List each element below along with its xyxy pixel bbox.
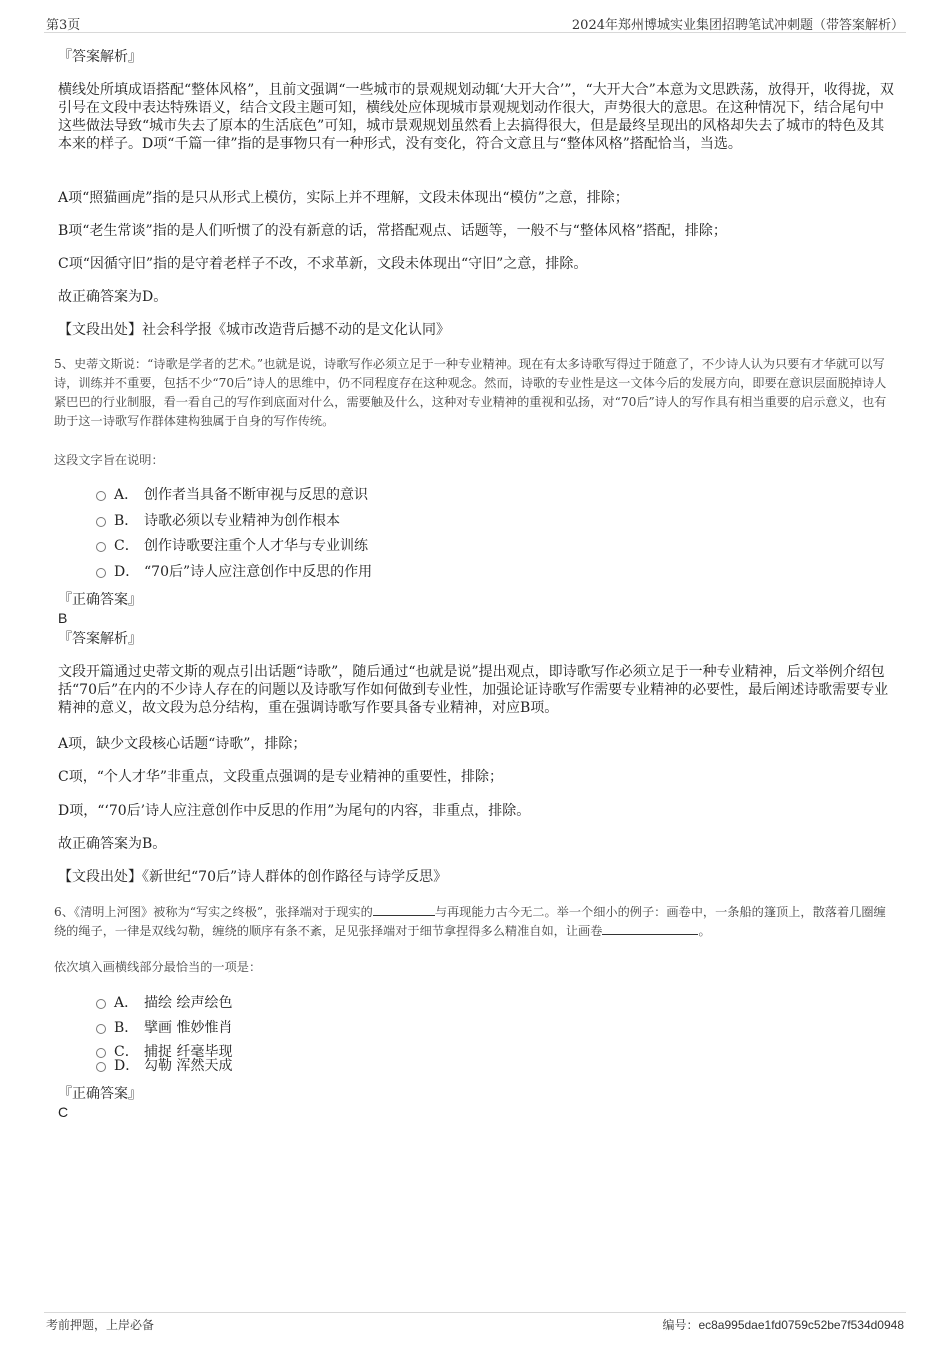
q4-option-a-analysis: A项“照猫画虎”指的是只从形式上模仿，实际上并不理解，文段未体现出“模仿”之意，排除；	[58, 190, 629, 206]
q5-option-a-analysis: A项，缺少文段核心话题“诗歌”，排除；	[58, 736, 307, 752]
radio-icon[interactable]	[96, 517, 106, 527]
q5-option-a[interactable]	[96, 486, 368, 504]
q5-conclusion: 故正确答案为B。	[58, 836, 167, 852]
q6-stem-part-1: 6、《清明上河图》被称为“写实之终极”，张择端对于现实的	[54, 905, 373, 919]
q4-analysis-text: 横线处所填成语搭配“整体风格”，且前文强调“一些城市的景观规划动辄‘大开大合’”，“大开大合”本意为文思跌荡，放得开，收得拢，双引号在文段中表达特殊语义，结合文段主题可知，横线处应体现城市景观规划动作很大，声势很大的意思。在这种情况下，结合尾句中这些做法导致“城市失去了原本的生活底色”可知，城市景观规划虽然看上去搞得很大，但是最终呈现出的风格却失去了城市的特色及其本来的样子。D项“千篇一律”指的是事物只有一种形式，没有变化，符合文意且与“整体风格”搭配恰当，当选。	[58, 82, 894, 152]
q6-answer-label: 『正确答案』	[58, 1086, 142, 1102]
document-title: 2024年郑州博城实业集团招聘笔试冲刺题（带答案解析）	[571, 18, 904, 33]
code-value: ec8a995dae1fd0759c52be7f534d0948	[698, 1318, 904, 1332]
q5-prompt: 这段文字旨在说明：	[54, 453, 164, 467]
q5-answer-label: 『正确答案』	[58, 592, 142, 608]
q4-option-c-analysis: C项“因循守旧”指的是守着老样子不改，不求革新，文段未体现出“守旧”之意，排除。	[58, 256, 588, 272]
radio-icon[interactable]	[96, 491, 106, 501]
q6-stem	[54, 903, 894, 941]
option-text: 诗歌必须以专业精神为创作根本	[144, 513, 340, 529]
q4-option-b-analysis: B项“老生常谈”指的是人们听惯了的没有新意的话，常搭配观点、话题等，一般不与“整体风格”搭配，排除；	[58, 223, 727, 239]
option-text: “70后”诗人应注意创作中反思的作用	[144, 564, 373, 580]
radio-icon[interactable]	[96, 1024, 106, 1034]
page-header	[44, 12, 906, 33]
q4-analysis-label: 『答案解析』	[58, 49, 142, 65]
q6-option-d[interactable]	[96, 1057, 232, 1075]
q5-source: 【文段出处】《新世纪“70后”诗人群体的创作路径与诗学反思》	[58, 869, 448, 885]
blank-2	[602, 922, 698, 935]
q5-answer: B	[58, 610, 68, 626]
option-text: 创作诗歌要注重个人才华与专业训练	[144, 538, 368, 554]
option-key: B．	[114, 513, 139, 529]
radio-icon[interactable]	[96, 542, 106, 552]
option-key: D．	[114, 1058, 140, 1074]
footer-slogan: 考前押题，上岸必备	[46, 1318, 155, 1332]
option-text: 创作者当具备不断审视与反思的意识	[144, 487, 368, 503]
option-text: 描绘 绘声绘色	[144, 995, 233, 1011]
page-footer	[44, 1312, 906, 1337]
q4-conclusion: 故正确答案为D。	[58, 289, 168, 305]
q6-stem-part-3: 散落着几圈缠绕的绳子，一律是双线勾勒，缠绕的顺序有条不紊，足见张择端对于细节拿捏得多么精准自如，让画卷	[54, 905, 886, 938]
q6-option-a[interactable]	[96, 994, 232, 1012]
q6-stem-part-4: 。	[698, 924, 711, 938]
option-text: 擘画 惟妙惟肖	[144, 1020, 233, 1036]
footer-code	[662, 1316, 904, 1333]
q5-analysis-text: 文段开篇通过史蒂文斯的观点引出话题“诗歌”，随后通过“也就是说”提出观点，即诗歌写作必须立足于一种专业精神，后文举例介绍包括“70后”在内的不少诗人存在的问题以及诗歌写作如何做到专业性，加强论证诗歌写作需要专业精神的必要性，最后阐述诗歌需要专业精神的意义，故文段为总分结构，重在强调诗歌写作要具备专业精神，对应B项。	[58, 664, 889, 716]
option-text: 捕捉 纤毫毕现	[144, 1044, 233, 1060]
page-number: 第3页	[46, 18, 81, 33]
option-key: A．	[114, 995, 139, 1011]
radio-icon[interactable]	[96, 999, 106, 1009]
option-key: D．	[114, 564, 140, 580]
q5-analysis-label: 『答案解析』	[58, 631, 142, 647]
q5-stem: 5、史蒂文斯说：“诗歌是学者的艺术。”也就是说，诗歌写作必须立足于一种专业精神。现在有太多诗歌写得过于随意了，不少诗人认为只要有才华就可以写诗，训练并不重要，包括不少“70后”诗人的思维中，仍不同程度存在这种观念。然而，诗歌的专业性是这一文体今后的发展方向，即要在意识层面脱掉诗人紧巴巴的行业制服，看一看自己的写作到底面对什么，需要触及什么，这种对专业精神的重视和弘扬，对“70后”诗人的写作具有相当重要的启示意义，也有助于这一诗歌写作群体建构独属于自身的写作传统。	[54, 357, 887, 428]
radio-icon[interactable]	[96, 568, 106, 578]
q5-option-c-analysis: C项，“个人才华”非重点，文段重点强调的是专业精神的重要性，排除；	[58, 769, 504, 785]
option-key: B．	[114, 1020, 139, 1036]
option-key: A．	[114, 487, 139, 503]
option-key: C．	[114, 1044, 139, 1060]
option-key: C．	[114, 538, 139, 554]
q6-option-b[interactable]	[96, 1019, 232, 1037]
q5-option-d-analysis: D项，“‘70后’诗人应注意创作中反思的作用”为尾句的内容，非重点，排除。	[58, 803, 531, 819]
q4-source: 【文段出处】社会科学报《城市改造背后撼不动的是文化认同》	[58, 322, 450, 338]
code-label: 编号：	[662, 1318, 699, 1332]
q5-option-b[interactable]	[96, 512, 340, 530]
q6-stem-part-2: 与再现能力古今无二。举一个细小的例子：画卷中，一条船的篷顶上，	[434, 905, 813, 919]
option-text: 勾勒 浑然天成	[144, 1058, 233, 1074]
q5-option-d[interactable]	[96, 563, 372, 581]
q6-answer: C	[58, 1104, 69, 1120]
q6-prompt: 依次填入画横线部分最恰当的一项是：	[54, 960, 262, 974]
blank-1	[373, 903, 435, 916]
q5-option-c[interactable]	[96, 537, 368, 555]
radio-icon[interactable]	[96, 1062, 106, 1072]
